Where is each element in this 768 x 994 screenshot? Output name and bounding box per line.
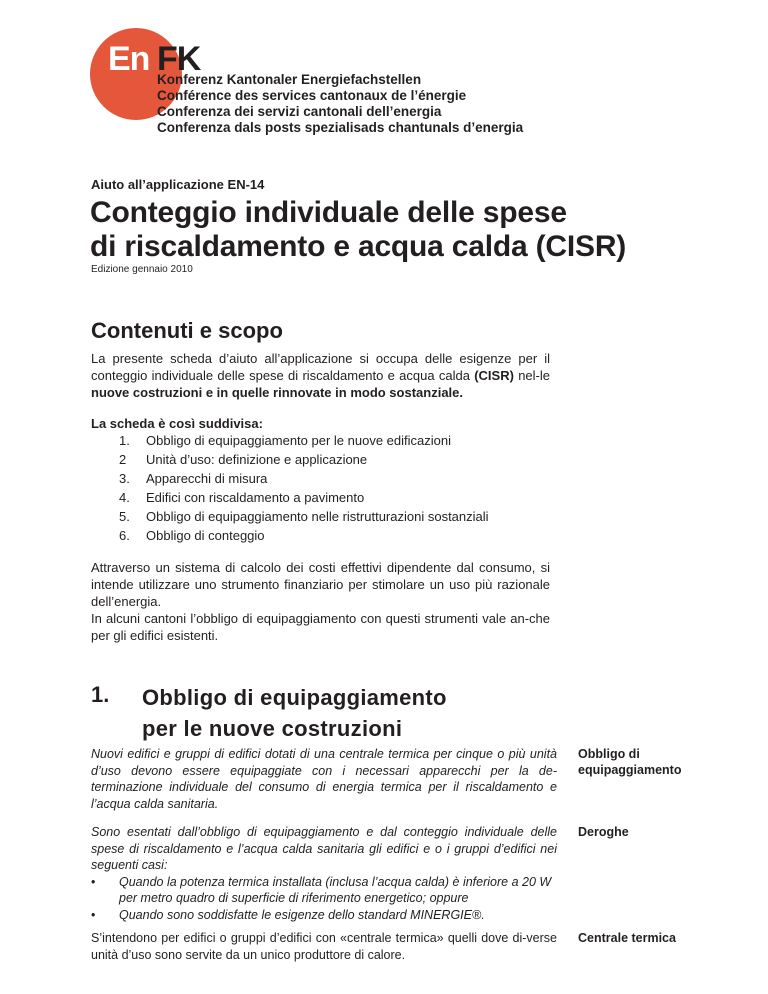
section-number: 1. [91, 682, 110, 707]
section-title-line-1: Obbligo di equipaggiamento [142, 685, 447, 710]
list-item: Obbligo di equipaggiamento per le nuove edificazioni [146, 433, 451, 448]
list-item: Obbligo di conteggio [146, 528, 265, 543]
list-item: Obbligo di equipaggiamento nelle ristrutturazioni sostanziali [146, 509, 489, 524]
title-line-1: Conteggio individuale delle spese [90, 196, 567, 229]
existing-buildings-text: In alcuni cantoni l’obbligo di equipaggiamento con questi strumenti vale an-che per gli edifici esistenti. [91, 611, 550, 643]
intro-text-2: nel-le [513, 368, 550, 383]
bullet-text: Quando sono soddisfatte le esigenze dello standard MINERGIE®. [119, 907, 485, 922]
list-item-number: 5. [119, 509, 130, 524]
org-name-de: Konferenz Kantonaler Energiefachstellen [157, 72, 422, 87]
list-item: Unità d’uso: definizione e applicazione [146, 452, 368, 467]
purpose-paragraph [91, 559, 550, 644]
edition-date: Edizione gennaio 2010 [91, 264, 193, 275]
margin-note-line-2: equipaggiamento [578, 763, 682, 777]
list-item-number: 6. [119, 528, 130, 543]
intro-text-1: La presente scheda d’aiuto all’applicazione si occupa delle esigenze per il conteggio individuale delle spese di riscaldamento e acqua calda [91, 351, 550, 383]
intro-bold-1: (CISR) [474, 368, 514, 383]
list-item-number: 3. [119, 471, 130, 486]
margin-note-line-1: Obbligo di [578, 747, 640, 761]
list-item-number: 4. [119, 490, 130, 505]
list-item-number: 2 [119, 452, 127, 467]
list-item-number: 1. [119, 433, 130, 448]
bullet-mark: • [91, 907, 96, 922]
org-name-rm: Conferenza dals posts spezialisads chantunals d’energia [157, 120, 524, 135]
bullet-text: Quando la potenza termica installata (inclusa l’acqua calda) è inferiore a 20 W per metro quadro di superficie di riferimento energetico; oppure [119, 874, 552, 905]
exemptions-paragraph [91, 824, 557, 923]
intro-bold-2: nuove costruzioni e in quelle rinnovate in modo sostanziale. [91, 385, 464, 400]
margin-note-exemptions: Deroghe [578, 825, 629, 839]
equipment-obligation-paragraph: Nuovi edifici e gruppi di edifici dotati di una centrale termica per cinque o più unità d’uso devono essere equipaggiate con i necessari apparecchi per la de-terminazione individuale del consumo di energia termica per il riscaldamento e l’acqua calda sanitaria. [91, 747, 557, 811]
logo-en-text: En [108, 40, 150, 78]
contents-heading: Contenuti e scopo [91, 318, 283, 343]
intro-paragraph [91, 350, 550, 401]
org-name-fr: Conférence des services cantonaux de l’énergie [157, 88, 467, 103]
bullet-mark: • [91, 874, 96, 889]
title-line-2: di riscaldamento e acqua calda (CISR) [90, 230, 627, 263]
margin-note-heating-plant: Centrale termica [578, 931, 676, 945]
org-name-it: Conferenza dei servizi cantonali dell’energia [157, 104, 442, 119]
section-title [142, 682, 447, 744]
exemptions-intro: Sono esentati dall’obbligo di equipaggiamento e dal conteggio individuale delle spese di riscaldamento e l’acqua calda sanitaria gli edifici e o i gruppi d’edifici nei seguenti casi: [91, 825, 557, 872]
document-subhead: Aiuto all’applicazione EN-14 [91, 177, 265, 192]
heating-plant-paragraph: S’intendono per edifici o gruppi d’edifici con «centrale termica» quelli dove di-verse unità d’uso sono servite da un unico produttore di calore. [91, 931, 557, 962]
list-heading: La scheda è così suddivisa: [91, 416, 263, 431]
list-item: Edifici con riscaldamento a pavimento [146, 490, 365, 505]
exemption-bullet [91, 874, 557, 907]
section-title-line-2: per le nuove costruzioni [142, 716, 403, 741]
document-title [90, 196, 626, 264]
purpose-text: Attraverso un sistema di calcolo dei costi effettivi dipendente dal consumo, si intende utilizzare uno strumento finanziario per stimolare un uso più razionale dell’energia. [91, 560, 550, 609]
margin-note-obligation [578, 746, 681, 778]
logo-fk-text: FK [157, 40, 201, 78]
list-item: Apparecchi di misura [146, 471, 268, 486]
exemption-bullet [91, 907, 557, 924]
